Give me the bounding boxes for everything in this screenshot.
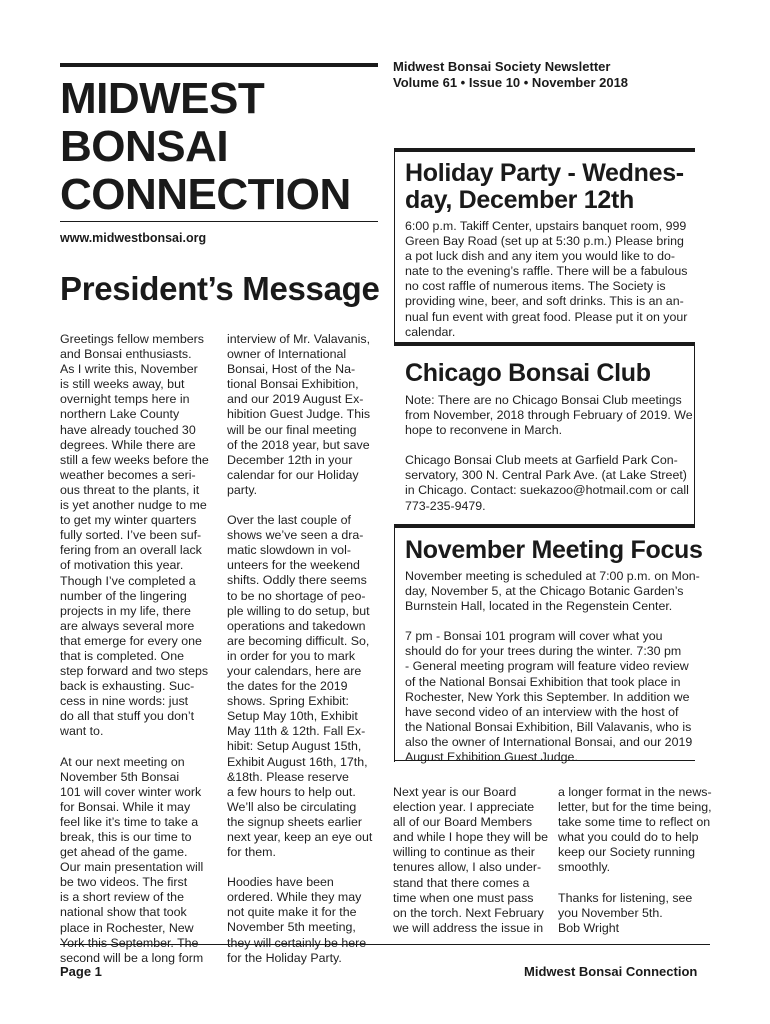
president-col1-line: fully sorted. I’ve been suf- [60,528,202,543]
president-col4-line: take some time to reflect on [558,815,711,830]
president-col1-line: number of the lingering [60,588,187,603]
president-col3-line: tenures allow, I also under- [393,860,542,875]
president-col1-line: that emerge for every one [60,633,202,648]
president-col4-line: smoothly. [558,860,611,875]
president-col2-line: Exhibit August 16th, 17th, [227,754,368,769]
president-col4-paragraph-gap [558,876,718,891]
president-col1-line: As I write this, November [60,362,198,377]
president-col2-line: operations and takedown [227,618,366,633]
masthead-top-rule [60,63,378,67]
president-col1-line: York this September. The [60,935,199,950]
president-col2-line: owner of International [227,347,347,362]
president-col2-line: they will certainly be here [227,935,367,950]
presidents-message-heading: President’s Message [60,270,380,307]
president-col3-line: on the torch. Next February [393,905,544,920]
president-col3-line: and while I hope they will be [393,830,548,845]
president-col2-line: matic slowdown in vol- [227,543,351,558]
president-col1-line: is still weeks away, but [60,377,185,392]
president-col4-line: Thanks for listening, see [558,890,693,905]
november-meeting-section [405,536,703,765]
website-link[interactable]: www.midwestbonsai.org [60,231,207,245]
president-col2-line: shifts. Oddly there seems [227,573,367,588]
holiday-body-line: providing wine, beer, and soft drinks. This is an an- [405,294,684,309]
chicago-body-line: hope to reconvene in March. [405,423,563,438]
chicago-body-line: servatory, 300 N. Central Park Ave. (at Lake Street) [405,468,687,483]
masthead-title-line-2: BONSAI [60,122,229,171]
november-body-line: - General meeting program will feature video review [405,659,689,674]
president-col2-line: ordered. While they may [227,890,362,905]
president-col1-line: back is exhausting. Suc- [60,679,195,694]
november-body-line: of the National Bonsai Exhibition that took place in [405,674,681,689]
president-col2-line: tional Bonsai Exhibition, [227,377,359,392]
president-column-2 [227,332,387,966]
president-col1-line: place in Rochester, New [60,920,194,935]
president-col2-line: Hoodies have been [227,875,334,890]
chicago-body-line: from November, 2018 through February of 2019. We [405,408,693,423]
president-col2-line: ple willing to do setup, but [227,603,370,618]
holiday-party-body [405,219,695,340]
newsletter-header [393,59,628,91]
president-col1-line: for Bonsai. While it may [60,799,191,814]
chicago-body-line: 773-235-9479. [405,498,486,513]
november-body-line: Burnstein Hall, located in the Regenstein Center. [405,599,673,614]
president-col2-line: shows. Spring Exhibit: [227,694,349,709]
masthead-title-line-1: MIDWEST [60,74,265,123]
november-body-line: August Exhibition Guest Judge. [405,750,578,765]
president-col2-line: party. [227,482,258,497]
chicago-club-heading: Chicago Bonsai Club [405,359,651,387]
president-col2-line: of the 2018 year, but save [227,437,370,452]
president-col1-line: cess in nine words: just [60,694,189,709]
november-left-rule [394,524,395,762]
holiday-left-rule [394,148,395,344]
president-col1-line: get ahead of the game. [60,845,188,860]
newsletter-title: Midwest Bonsai Society Newsletter [393,59,611,74]
president-col2-line: December 12th in your [227,452,353,467]
holiday-body-line: nual fun event with great food. Please put it on your [405,309,688,324]
president-col2-line: for them. [227,845,276,860]
november-body-paragraph-gap [405,614,695,629]
masthead-title [60,75,390,219]
president-col2-line: the dates for the 2019 [227,679,348,694]
page-number: Page 1 [60,964,102,979]
president-col2-line: May 11th & 12th. Fall Ex- [227,724,366,739]
president-col2-line: unteers for the weekend [227,558,360,573]
president-col2-paragraph-gap [227,860,387,875]
november-body-line: 7 pm - Bonsai 101 program will cover what you [405,629,663,644]
november-body-line: the National Bonsai Exhibition, Bill Valavanis, who is [405,719,692,734]
president-col2-line: a few hours to help out. [227,784,356,799]
chicago-body-line: Note: There are no Chicago Bonsai Club meetings [405,393,682,407]
president-col1-line: overnight temps here in [60,392,190,407]
holiday-body-line: calendar. [405,324,456,339]
president-col4-line: what you could do to help [558,830,699,845]
president-col2-line: shows we’ve seen a dra- [227,528,364,543]
chicago-body-line: in Chicago. Contact: suekazoo@hotmail.com or call [405,483,689,498]
president-col1-line: is a short review of the [60,890,184,905]
president-col1-line: and Bonsai enthusiasts. [60,347,192,362]
president-col1-line: to get my winter quarters [60,513,197,528]
chicago-body-line: Chicago Bonsai Club meets at Garfield Park Con- [405,453,678,468]
holiday-heading-line-1: Holiday Party - Wednes- [405,159,684,187]
president-col2-line: November 5th meeting, [227,920,356,935]
newsletter-issue: Volume 61 • Issue 10 • November 2018 [393,75,629,90]
november-meeting-heading: November Meeting Focus [405,536,703,564]
president-col2-line: to be no shortage of peo- [227,588,366,603]
president-col2-line: Setup May 10th, Exhibit [227,709,358,724]
president-col2-line: hibit: Setup August 15th, [227,739,362,754]
holiday-top-rule [394,148,695,152]
president-col1-paragraph-gap [60,740,220,755]
president-col2-line: next year, keep an eye out [227,830,373,844]
holiday-party-section [405,160,695,340]
president-col1-line: ous threat to the plants, it [60,482,200,497]
november-body-line: have second video of an interview with the host of [405,704,679,719]
november-top-rule [394,524,695,528]
president-col1-line: still a few weeks before the [60,452,209,467]
holiday-body-line: no cost raffle of numerous items. The Society is [405,279,666,294]
holiday-heading-line-2: day, December 12th [405,186,634,214]
president-col1-line: be two videos. The first [60,875,188,890]
chicago-top-rule [394,342,695,346]
chicago-body-paragraph-gap [405,438,695,453]
president-col2-line: will be our final meeting [227,422,357,437]
president-col2-line: Bonsai, Host of the Na- [227,362,356,377]
president-col1-line: November 5th Bonsai [60,769,180,784]
president-col2-line: are becoming difficult. So, [227,633,370,648]
president-col2-paragraph-gap [227,498,387,513]
chicago-club-section [405,360,695,514]
president-col2-line: &18th. Please reserve [227,769,349,784]
president-col1-line: step forward and two steps [60,664,209,679]
president-col1-line: do all that stuff you don’t [60,709,195,724]
president-col2-line: for the Holiday Party. [227,950,342,965]
president-col2-line: in order for you to mark [227,648,356,663]
president-col1-line: At our next meeting on [60,754,185,769]
president-col2-line: hibition Guest Judge. This [227,407,371,422]
president-col2-line: not quite make it for the [227,905,357,920]
president-col2-line: your calendars, here are [227,663,362,678]
president-col1-line: are always several more [60,618,195,633]
president-col4-line: a longer format in the news- [558,785,712,799]
holiday-body-line: Green Bay Road (set up at 5:30 p.m.) Please bring [405,234,684,249]
president-col1-line: northern Lake County [60,407,180,422]
november-body-line: November meeting is scheduled at 7:00 p.m. on Mon- [405,569,700,583]
president-col1-line: want to. [60,724,104,739]
president-col1-line: second will be a long form [60,950,204,965]
president-col3-line: time when one must pass [393,890,534,905]
president-column-1 [60,332,220,966]
president-col1-line: Greetings fellow members [60,332,204,346]
president-column-4 [558,785,718,936]
president-col1-line: national show that took [60,905,187,920]
holiday-body-line: nate to the evening’s raffle. There will be a fabulous [405,264,688,279]
president-col4-line: letter, but for the time being, [558,800,712,815]
president-col3-line: election year. I appreciate [393,800,535,815]
president-col1-line: fering from an overall lack [60,543,202,558]
masthead-title-line-3: CONNECTION [60,170,351,219]
president-col1-line: is yet another nudge to me [60,498,207,513]
november-meeting-body [405,569,700,765]
masthead-bottom-rule [60,221,378,222]
president-col1-line: that is completed. One [60,648,184,663]
chicago-club-body [405,393,695,514]
president-col1-line: projects in my life, there [60,603,191,618]
november-body-line: day, November 5, at the Chicago Botanic Garden’s [405,584,684,599]
president-col1-line: 101 will cover winter work [60,784,202,799]
president-col3-line: Next year is our Board [393,785,517,799]
president-col2-line: Over the last couple of [227,513,351,528]
president-col2-line: the signup sheets earlier [227,814,363,829]
president-col3-line: all of our Board Members [393,815,533,830]
president-col1-line: Though I’ve completed a [60,573,196,588]
november-body-line: Rochester, New York this September. In addition we [405,689,690,704]
president-col1-line: have already touched 30 [60,422,196,437]
footer-publication: Midwest Bonsai Connection [524,964,698,979]
november-body-line: also the owner of International Bonsai, and our 2019 [405,734,693,749]
president-col4-line: Bob Wright [558,920,620,935]
president-col2-line: interview of Mr. Valavanis, [227,332,371,346]
holiday-body-line: a pot luck dish and any item you would like to do- [405,249,675,264]
president-col1-line: feel like it’s time to take a [60,814,199,829]
president-column-3 [393,785,555,936]
president-col3-line: we will address the issue in [393,920,544,935]
president-col3-line: willing to continue as their [393,845,535,860]
holiday-party-heading [405,160,695,214]
president-col1-line: degrees. While there are [60,437,196,452]
president-col4-line: keep our Society running [558,845,696,860]
holiday-body-line: 6:00 p.m. Takiff Center, upstairs banquet room, 999 [405,219,687,233]
president-col1-line: of motivation this year. [60,558,184,573]
november-body-line: should do for your trees during the winter. 7:30 pm [405,644,682,659]
president-col2-line: and our 2019 August Ex- [227,392,364,407]
president-col3-line: stand that there comes a [393,875,530,890]
president-col1-line: weather becomes a seri- [60,467,196,482]
president-col1-line: break, this is our time to [60,830,192,844]
president-col1-line: Our main presentation will [60,860,204,875]
president-col2-line: calendar for our Holiday [227,467,359,482]
president-col2-line: We’ll also be circulating [227,799,357,814]
president-col4-line: you November 5th. [558,905,663,920]
